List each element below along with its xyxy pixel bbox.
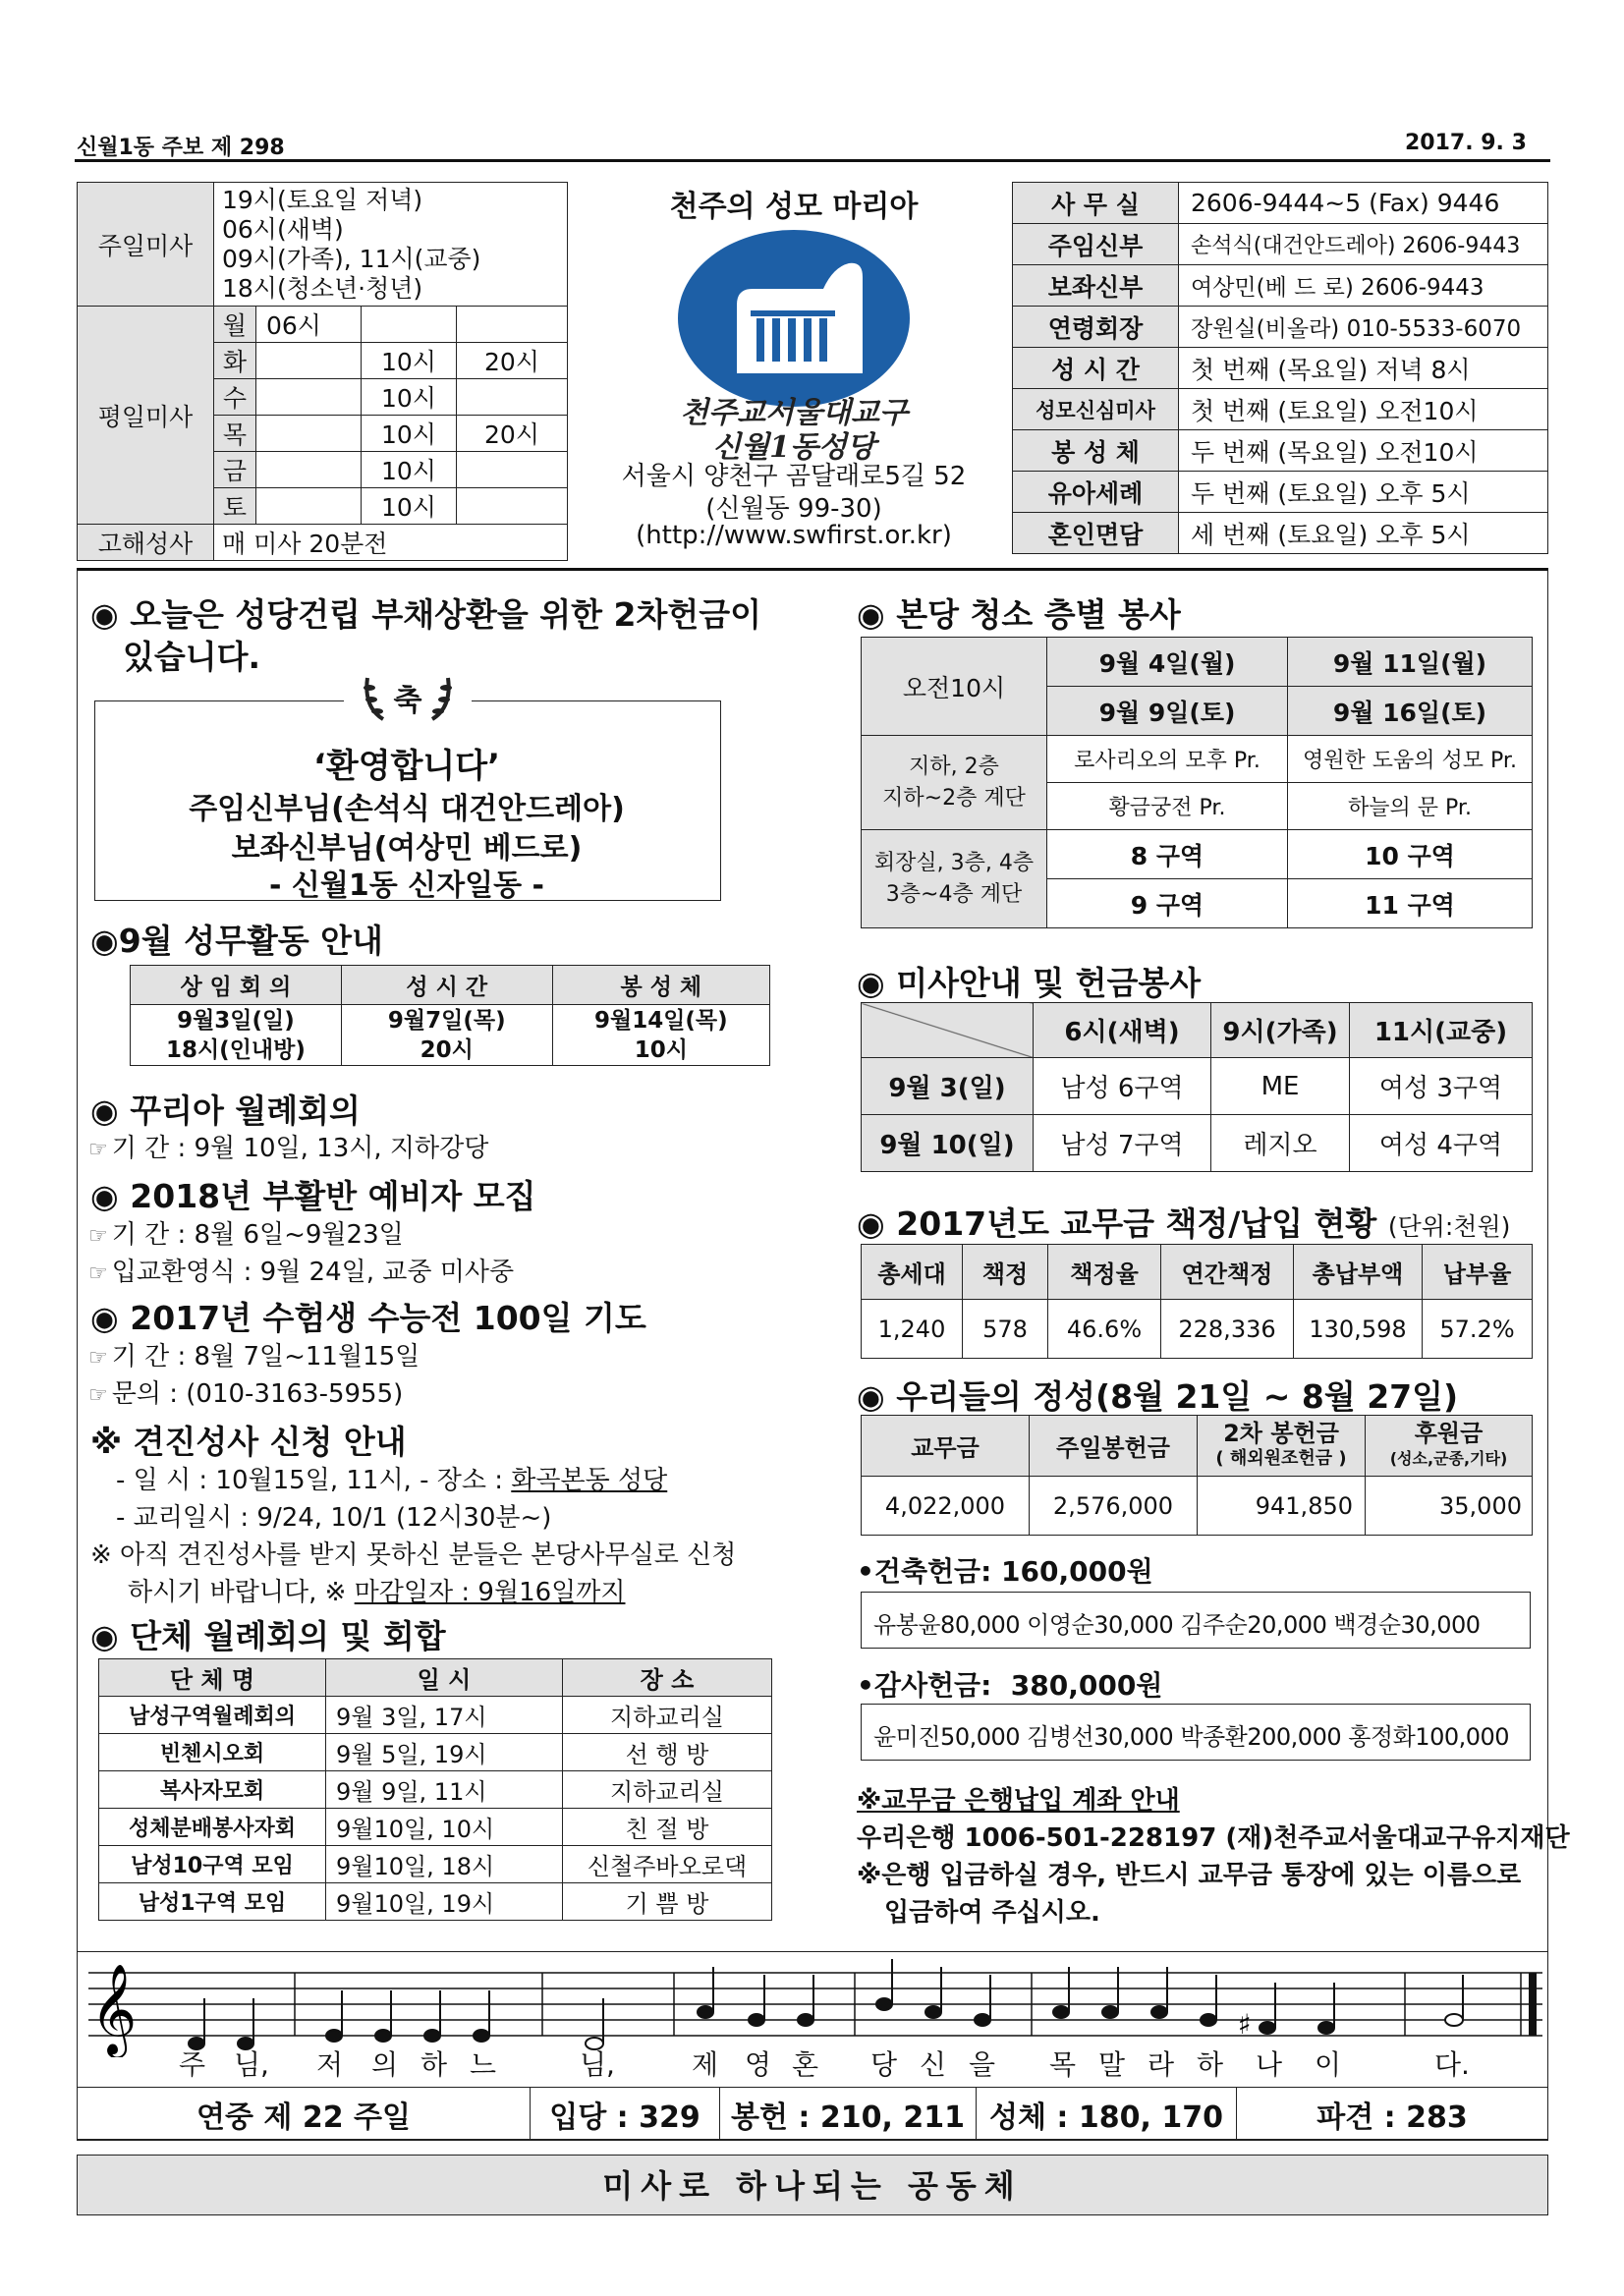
groups-title: ◉ 단체 월례회의 및 회합 — [90, 1617, 446, 1655]
confirmation-title: ※ 견진성사 신청 안내 — [90, 1423, 407, 1461]
curia-period: ☞ 기 간 : 9월 10일, 13시, 지하강당 — [88, 1134, 489, 1163]
lyrics-line: 주 님, 저 의 하 느 님, 제 영 혼 당 신 을 목 말 라 하 나 이 다. — [179, 2048, 1470, 2081]
mass-schedule-table: 주일미사 19시(토요일 저녁) 06시(새벽) 09시(가족), 11시(교중) 18시(청소년·청년) 평일미사 월 06시 화 10시 20시 수 10시 목 10시 20시 금 10시 토 10시 고해성사 매 미사 20분전 — [77, 182, 568, 561]
church-address: 서울시 양천구 곰달래로5길 52 — [621, 462, 967, 491]
september-activities-title: ◉9월 성무활동 안내 — [90, 922, 383, 960]
table-row: 복사자모회 9월 9일, 11시 지하교리실 — [99, 1771, 772, 1809]
table-row: 4,022,000 2,576,000 941,850 35,000 — [862, 1477, 1533, 1536]
table-row: 9월 10(일) 남성 7구역 레지오 여성 4구역 — [862, 1115, 1533, 1172]
bank-note: ※은행 입금하실 경우, 반드시 교무금 통장에 있는 이름으로 — [857, 1861, 1522, 1890]
sharp-icon: ♯ — [1238, 2008, 1252, 2041]
calligraphy-parish: 신월1동성당 — [712, 430, 875, 465]
dues-title: ◉ 2017년도 교무금 책정/납입 현황 (단위:천원) — [857, 1204, 1511, 1243]
offerings-table: 교무금 주일봉헌금 2차 봉헌금 ( 해외원조헌금 ) 후원금 (성소,군종,기타) 4,022,000 2,576,000 941,850 35,000 — [861, 1415, 1533, 1536]
treble-clef-icon: 𝄞 — [90, 1963, 138, 2054]
confirmation-note: ※ 아직 견진성사를 받지 못하신 분들은 본당사무실로 신청 — [90, 1540, 737, 1570]
pointing-hand-icon: ☞ — [88, 1224, 108, 1249]
mass-offering-title: ◉ 미사안내 및 헌금봉사 — [857, 964, 1202, 1002]
table-row: 성체분배봉사자회 9월10일, 10시 친 절 방 — [99, 1809, 772, 1846]
welcome-assistant: 보좌신부님(여상민 베드로) — [231, 831, 583, 866]
sunday-mass-label: 주일미사 — [78, 183, 214, 307]
notice-second-collection-2: 있습니다. — [123, 638, 261, 676]
dues-table: 총세대 책정 책정율 연간책정 총납부액 납부율 1,240 578 46.6% 228,336 130,598 57.2% — [861, 1244, 1533, 1359]
pointing-hand-icon: ☞ — [88, 1261, 108, 1286]
bulletin-date: 2017. 9. 3 — [1405, 131, 1527, 155]
exam-prayer-contact: ☞ 문의 : (010-3163-5955) — [88, 1379, 404, 1409]
thanks-offering: •감사헌금: 380,000원 — [857, 1669, 1163, 1702]
hymn-offertory: 봉헌 : 210, 211 — [720, 2088, 977, 2141]
welcome-title: ‘환영합니다’ — [312, 747, 501, 786]
pointing-hand-icon: ☞ — [88, 1138, 108, 1162]
table-row: 남성10구역 모임 9월10일, 18시 신철주바오로댁 — [99, 1846, 772, 1883]
calligraphy-diocese: 천주교서울대교구 — [680, 396, 908, 430]
hymn-entrance: 입당 : 329 — [531, 2088, 720, 2141]
welcome-pastor: 주임신부님(손석식 대건안드레아) — [189, 792, 625, 826]
confirmation-date: - 일 시 : 10월15일, 11시, - 장소 : 화곡본동 성당 — [116, 1466, 668, 1495]
hymn-communion: 성체 : 180, 170 — [977, 2088, 1237, 2141]
groups-table: 단 체 명 일 시 장 소 남성구역월례회의 9월 3일, 17시 지하교리실 빈첸시오회 9월 5일, 19시 선 행 방 복사자모회 9월 9일, 11시 지하교리실 성체분배봉사자회 9월10일, 10시 친 절 방 남성10구역 모임 9월10일, 18시 신철주바오로댁 남성1구역 모임 9월10일, 19시 기 쁨 방 — [98, 1658, 772, 1921]
exam-prayer-title: ◉ 2017년 수험생 수능전 100일 기도 — [90, 1299, 646, 1337]
church-title: 천주의 성모 마리아 — [669, 190, 919, 224]
hymn-dismissal: 파견 : 283 — [1237, 2088, 1548, 2141]
diagonal-cell — [862, 1003, 1034, 1058]
contacts-table: 사 무 실 2606-9444~5 (Fax) 9446 주임신부 손석식(대건안드레아) 2606-9443 보좌신부 여상민(베 드 로) 2606-9443 연령회장 장원실(비올라) 010-5533-6070 성 시 간 첫 번째 (목요일) 저녁 8시 성모신심미사 첫 번째 (토요일) 오전10시 봉 성 체 두 번째 (목요일) 오전10시 유아세례 두 번째 (토요일) 오후 5시 혼인면담 세 번째 (토요일) 오후 5시 — [1012, 182, 1548, 554]
catechumen-period: ☞ 기 간 : 8월 6일~9월23일 — [88, 1220, 404, 1250]
building-offering: •건축헌금: 160,000원 — [857, 1555, 1153, 1588]
confession-value: 매 미사 20분전 — [214, 525, 568, 561]
table-row: 1,240 578 46.6% 228,336 130,598 57.2% — [862, 1300, 1533, 1359]
offerings-title: ◉ 우리들의 정성(8월 21일 ~ 8월 27일) — [857, 1377, 1459, 1416]
table-row: 빈첸시오회 9월 5일, 19시 선 행 방 — [99, 1734, 772, 1771]
catechumen-title: ◉ 2018년 부활반 예비자 모집 — [90, 1177, 536, 1215]
table-row: 남성1구역 모임 9월10일, 19시 기 쁨 방 — [99, 1883, 772, 1921]
notice-second-collection: ◉ 오늘은 성당건립 부채상환을 위한 2차헌금이 — [90, 595, 762, 634]
mass-offering-table: 6시(새벽) 9시(가족) 11시(교중) 9월 3(일) 남성 6구역 ME 여성 3구역 9월 10(일) 남성 7구역 레지오 여성 4구역 — [861, 1002, 1533, 1172]
bank-note-2: 입금하여 주십시오. — [884, 1898, 1100, 1928]
welcome-signature: - 신월1동 신자일동 - — [269, 868, 544, 903]
catechumen-welcome: ☞ 입교환영식 : 9월 24일, 교중 미사중 — [88, 1258, 515, 1287]
thanks-offering-names: 윤미진50,000 김병선30,000 박종환200,000 홍정화100,000 — [861, 1704, 1531, 1761]
weekday-mass-label: 평일미사 — [78, 307, 214, 525]
church-logo-icon — [676, 228, 912, 410]
cleaning-title: ◉ 본당 청소 층별 봉사 — [857, 595, 1181, 634]
bank-title: ※교무금 은행납입 계좌 안내 — [857, 1786, 1180, 1816]
church-website-link[interactable]: (http://www.swfirst.or.kr) — [636, 521, 952, 550]
welcome-badge: 축 — [344, 668, 472, 727]
september-activities-table: 상 임 회 의 성 시 간 봉 성 체 9월3일(일) 18시(인내방) 9월7일(목) 20시 9월14일(목) 10시 — [130, 965, 770, 1066]
pointing-hand-icon: ☞ — [88, 1383, 108, 1408]
music-staff — [88, 1959, 1542, 2057]
sunday-mass-times: 19시(토요일 저녁) 06시(새벽) 09시(가족), 11시(교중) 18시(청소년·청년) — [214, 183, 568, 307]
confirmation-deadline: 하시기 바랍니다, ※ 마감일자 : 9월16일까지 — [128, 1578, 626, 1607]
confession-label: 고해성사 — [78, 525, 214, 561]
curia-title: ◉ 꾸리아 월례회의 — [90, 1092, 361, 1130]
header-rule — [75, 159, 1550, 162]
hymn-bar — [77, 2087, 1548, 2141]
exam-prayer-period: ☞ 기 간 : 8월 7일~11월15일 — [88, 1342, 420, 1372]
parish-motto: 미사로 하나되는 공동체 — [77, 2155, 1548, 2215]
bulletin-issue: 신월1동 주보 제 298 — [77, 136, 285, 160]
cleaning-table: 오전10시 9월 4일(월) 9월 11일(월) 9월 9일(토) 9월 16일(토) 지하, 2층 지하~2층 계단 로사리오의 모후 Pr. 영원한 도움의 성모 Pr. 황금궁전 Pr. 하늘의 문 Pr. 회장실, 3층, 4층 3층~4층 계단 8 구역 10 구역 9 구역 11 구역 — [861, 637, 1533, 928]
bank-account: 우리은행 1006-501-228197 (재)천주교서울대교구유지재단 — [857, 1823, 1570, 1853]
confirmation-class: - 교리일시 : 9/24, 10/1 (12시30분~) — [116, 1503, 552, 1533]
table-row: 9월 3(일) 남성 6구역 ME 여성 3구역 — [862, 1058, 1533, 1115]
church-address-old: (신월동 99-30) — [705, 494, 882, 524]
building-offering-names: 유봉윤80,000 이영순30,000 김주순20,000 백경순30,000 — [861, 1592, 1531, 1649]
pointing-hand-icon: ☞ — [88, 1346, 108, 1371]
table-row: 남성구역월례회의 9월 3일, 17시 지하교리실 — [99, 1697, 772, 1734]
liturgical-week: 연중 제 22 주일 — [78, 2088, 531, 2141]
